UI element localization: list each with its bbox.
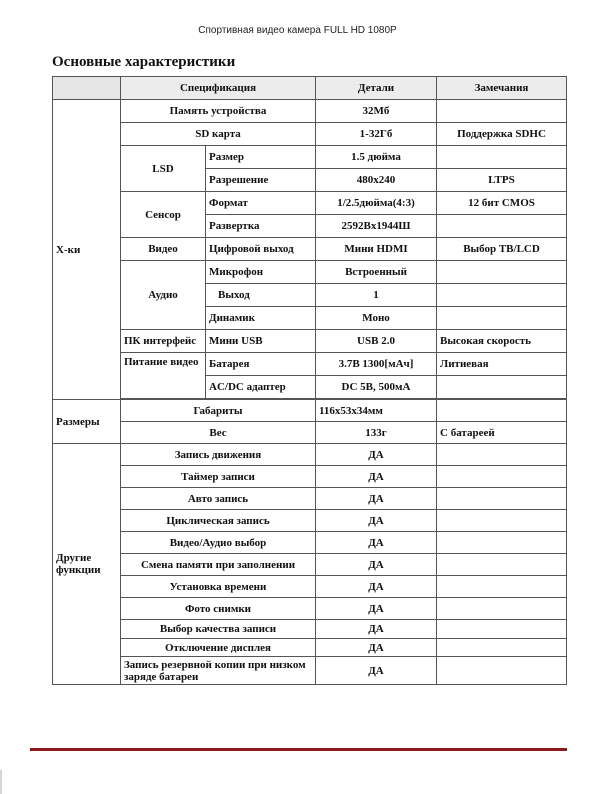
note-cell — [437, 576, 567, 598]
page-header: Спортивная видео камера FULL HD 1080P — [198, 25, 397, 36]
table-row — [53, 330, 567, 353]
spec-cell: SD карта — [121, 123, 316, 146]
column-header-notes: Замечания — [437, 77, 567, 100]
table-row — [53, 400, 567, 422]
detail-cell: USB 2.0 — [316, 330, 437, 353]
spec-cell: Динамик — [206, 307, 316, 330]
note-cell — [437, 284, 567, 307]
note-cell — [437, 466, 567, 488]
detail-cell: 32Мб — [316, 100, 437, 123]
note-cell — [437, 657, 567, 685]
note-cell — [437, 598, 567, 620]
spec-cell: Батарея — [206, 353, 316, 376]
spec-cell: Развертка — [206, 215, 316, 238]
detail-cell: ДА — [316, 576, 437, 598]
spec-cell: Мини USB — [206, 330, 316, 353]
note-cell: Поддержка SDHC — [437, 123, 567, 146]
table-row — [53, 598, 567, 620]
subgroup-label-sensor: Сенсор — [121, 192, 206, 238]
note-cell — [437, 510, 567, 532]
group-label-xki: Х-ки — [53, 100, 121, 400]
table-row — [53, 488, 567, 510]
note-cell: Литиевая — [437, 353, 567, 376]
detail-cell: 116x53x34мм — [316, 400, 437, 422]
note-cell — [437, 488, 567, 510]
spec-cell: Отключение дисплея — [121, 639, 316, 657]
note-cell: Выбор TB/LCD — [437, 238, 567, 261]
spec-cell: Запись движения — [121, 444, 316, 466]
spec-cell: Память устройства — [121, 100, 316, 123]
spec-cell: Выбор качества записи — [121, 620, 316, 639]
group-label-other: Другие функции — [53, 444, 121, 685]
detail-cell: Мини HDMI — [316, 238, 437, 261]
detail-cell: ДА — [316, 532, 437, 554]
table-row — [53, 238, 567, 261]
column-header-spec: Спецификация — [121, 77, 316, 100]
detail-cell: ДА — [316, 510, 437, 532]
spec-cell: Микрофон — [206, 261, 316, 284]
table-row — [53, 639, 567, 657]
spec-cell: Запись резервной копии при низком заряде батареи — [121, 657, 316, 685]
note-cell — [437, 532, 567, 554]
table-row — [53, 657, 567, 685]
spec-cell: Выход — [206, 284, 316, 307]
detail-cell: ДА — [316, 639, 437, 657]
table-row — [53, 532, 567, 554]
note-cell: LTPS — [437, 169, 567, 192]
detail-cell: Моно — [316, 307, 437, 330]
subgroup-label-pc: ПК интерфейс — [121, 330, 206, 353]
note-cell — [437, 215, 567, 238]
note-cell — [437, 307, 567, 330]
spec-cell: Циклическая запись — [121, 510, 316, 532]
note-cell: 12 бит CMOS — [437, 192, 567, 215]
footer-divider — [30, 748, 567, 751]
detail-cell: ДА — [316, 554, 437, 576]
spec-cell: Размер — [206, 146, 316, 169]
spec-cell: Таймер записи — [121, 466, 316, 488]
subgroup-label-audio: Аудио — [121, 261, 206, 330]
table-row — [53, 422, 567, 444]
detail-cell: ДА — [316, 488, 437, 510]
table-row — [53, 123, 567, 146]
specifications-table — [52, 76, 567, 685]
detail-cell: 1-32Гб — [316, 123, 437, 146]
spec-cell: Установка времени — [121, 576, 316, 598]
table-header-row — [53, 77, 567, 100]
detail-cell: 3.7В 1300[мАч] — [316, 353, 437, 376]
spec-cell: Вес — [121, 422, 316, 444]
note-cell — [437, 620, 567, 639]
spec-cell: Цифровой выход — [206, 238, 316, 261]
detail-cell: 480x240 — [316, 169, 437, 192]
table-row — [53, 576, 567, 598]
detail-cell: 2592Вx1944Ш — [316, 215, 437, 238]
table-row — [53, 444, 567, 466]
note-cell — [437, 261, 567, 284]
detail-cell: ДА — [316, 444, 437, 466]
note-cell — [437, 639, 567, 657]
note-cell — [437, 376, 567, 399]
section-title: Основные характеристики — [52, 54, 236, 70]
note-cell — [437, 554, 567, 576]
detail-cell: 1 — [316, 284, 437, 307]
note-cell — [437, 146, 567, 169]
detail-cell: 133г — [316, 422, 437, 444]
detail-cell: ДА — [316, 620, 437, 639]
subgroup-label-video: Видео — [121, 238, 206, 261]
table-row — [53, 554, 567, 576]
page-edge-mark — [0, 770, 2, 794]
note-cell: С батареей — [437, 422, 567, 444]
spec-cell: Разрешение — [206, 169, 316, 192]
note-cell: Высокая скорость — [437, 330, 567, 353]
group-label-sizes: Размеры — [53, 400, 121, 444]
note-cell — [437, 100, 567, 123]
spec-cell: AC/DC адаптер — [206, 376, 316, 399]
spec-cell: Формат — [206, 192, 316, 215]
header-blank-cell — [53, 77, 121, 100]
table-row — [53, 146, 567, 169]
detail-cell: DC 5В, 500мА — [316, 376, 437, 399]
subgroup-label-lsd: LSD — [121, 146, 206, 192]
spec-cell: Габариты — [121, 400, 316, 422]
table-row — [53, 510, 567, 532]
table-row — [53, 353, 567, 376]
spec-cell: Видео/Аудио выбор — [121, 532, 316, 554]
table-row — [53, 192, 567, 215]
subgroup-label-power: Питание видео — [121, 353, 206, 399]
detail-cell: 1.5 дюйма — [316, 146, 437, 169]
detail-cell: ДА — [316, 466, 437, 488]
detail-cell: Встроенный — [316, 261, 437, 284]
spec-cell: Авто запись — [121, 488, 316, 510]
table-row — [53, 100, 567, 123]
detail-cell: ДА — [316, 657, 437, 685]
table-row — [53, 620, 567, 639]
column-header-details: Детали — [316, 77, 437, 100]
note-cell — [437, 400, 567, 422]
table-row — [53, 261, 567, 284]
detail-cell: ДА — [316, 598, 437, 620]
detail-cell: 1/2.5дюйма(4:3) — [316, 192, 437, 215]
note-cell — [437, 444, 567, 466]
spec-cell: Смена памяти при заполнении — [121, 554, 316, 576]
spec-cell: Фото снимки — [121, 598, 316, 620]
table-row — [53, 466, 567, 488]
